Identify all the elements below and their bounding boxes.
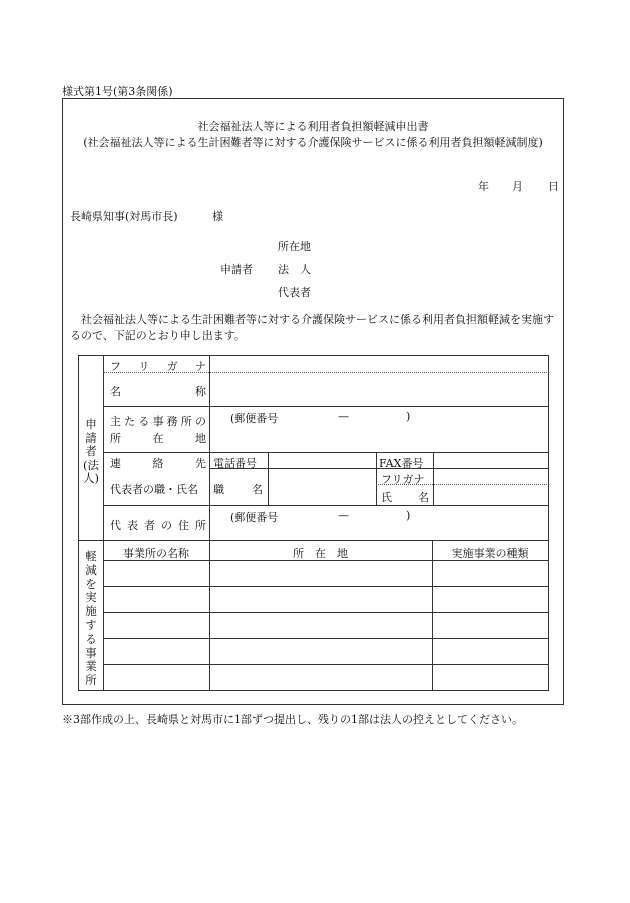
phone-label: 電話番号 bbox=[213, 457, 257, 470]
statement-text: 社会福祉法人等による生計困難者等に対する介護保険サービスに係る利用者負担額軽減を実施するので、下記のとおり申し出ます。 bbox=[70, 313, 554, 342]
contact-label: 連 絡 先 bbox=[110, 457, 206, 470]
form-number: 様式第1号(第3条関係) bbox=[62, 85, 173, 98]
furigana2-label: フリガナ bbox=[381, 473, 425, 486]
form-subtitle: (社会福祉法人等による生計困難者等に対する介護保険サービスに係る利用者負担額軽減制度) bbox=[83, 136, 543, 149]
honorific: 様 bbox=[212, 210, 223, 223]
header-location: 所 在 地 bbox=[293, 547, 348, 560]
main-office-label-line2: 所 在 地 bbox=[110, 432, 206, 445]
fax-label: FAX番号 bbox=[379, 457, 424, 470]
applicant-label: 申請者 bbox=[220, 263, 253, 276]
applicant-corp-label: 法 人 bbox=[278, 263, 311, 276]
office-postal-dash: — bbox=[338, 410, 349, 423]
office-postal-close: ) bbox=[406, 410, 411, 423]
rep-address-label: 代 表 者 の 住 所 bbox=[110, 519, 206, 532]
applicant-rep-label: 代表者 bbox=[278, 286, 311, 299]
rep-postal-close: ) bbox=[406, 509, 411, 522]
main-office-label-line1: 主 た る 事 務 所 の bbox=[110, 415, 206, 428]
rep-postal-label: (郵便番号 bbox=[230, 511, 279, 524]
addressee: 長崎県知事(対馬市長) bbox=[70, 210, 178, 223]
footnote: ※3部作成の上、長崎県と対馬市に1部ずつ提出し、残りの1部は法人の控えとしてください。 bbox=[62, 713, 523, 726]
date-month: 月 bbox=[512, 180, 523, 193]
title-label: 職 名 bbox=[213, 483, 263, 496]
full-name-label: 氏 名 bbox=[381, 491, 429, 504]
date-year: 年 bbox=[478, 180, 489, 193]
header-service-type: 実施事業の種類 bbox=[451, 547, 529, 560]
applicant-side-label: 申請者(法人) bbox=[83, 417, 99, 485]
applicant-address-label: 所在地 bbox=[278, 240, 311, 253]
name-label: 名 称 bbox=[110, 385, 206, 398]
office-postal-label: (郵便番号 bbox=[230, 412, 279, 425]
date-day: 日 bbox=[548, 180, 559, 193]
header-office-name: 事業所の名称 bbox=[123, 547, 189, 560]
furigana-label: フ リ ガ ナ bbox=[110, 360, 206, 373]
rep-postal-dash: — bbox=[338, 509, 349, 522]
rep-title-name-label: 代表者の職・氏名 bbox=[110, 483, 198, 496]
form-title: 社会福祉法人等による利用者負担額軽減申出書 bbox=[197, 120, 429, 133]
offices-side-label: 軽減を実施する事業所 bbox=[85, 549, 97, 688]
